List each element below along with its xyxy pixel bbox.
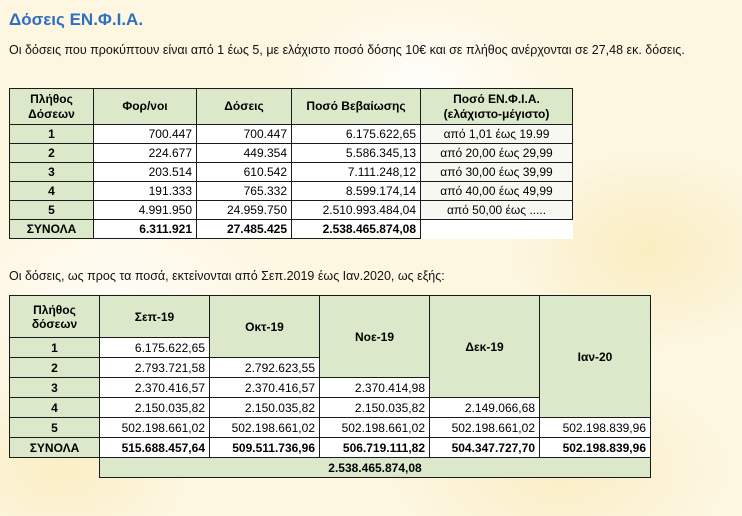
amount-cell: 6.175.622,65 xyxy=(292,125,421,144)
header-taxpayers: Φορ/νοι xyxy=(94,89,197,125)
table-row xyxy=(10,163,573,182)
amount-cell: 8.599.174,14 xyxy=(292,182,421,201)
taxpayers-cell: 700.447 xyxy=(94,125,197,144)
empty-cell xyxy=(10,458,100,478)
installments-cell: 765.332 xyxy=(197,182,292,201)
amount-cell: 502.198.839,96 xyxy=(540,418,651,438)
intro-paragraph: Οι δόσεις που προκύπτουν είναι από 1 έως 5, με ελάχιστο ποσό δόσης 10€ και σε πλήθος ανέρχονται σε 27,48 εκ. δόσεις. xyxy=(9,43,685,57)
empty-cell xyxy=(421,220,573,239)
row-label: 4 xyxy=(10,182,94,201)
range-cell: από 50,00 έως ..... xyxy=(421,201,573,220)
taxpayers-cell: 4.991.950 xyxy=(94,201,197,220)
grand-total-row xyxy=(10,458,651,478)
table-header-row xyxy=(10,89,573,125)
installments-cell: 24.959.750 xyxy=(197,201,292,220)
amount-cell: 502.198.661,02 xyxy=(320,418,430,438)
row-label: 4 xyxy=(10,398,100,418)
amount-cell: 2.793.721,58 xyxy=(100,358,210,378)
amount-cell: 2.150.035,82 xyxy=(210,398,320,418)
taxpayers-cell: 203.514 xyxy=(94,163,197,182)
installments-cell: 449.354 xyxy=(197,144,292,163)
range-cell: από 40,00 έως 49,99 xyxy=(421,182,573,201)
installments-cell: 700.447 xyxy=(197,125,292,144)
amount-cell: 502.198.661,02 xyxy=(430,418,540,438)
row-label: 2 xyxy=(10,358,100,378)
totals-label: ΣΥΝΟΛΑ xyxy=(10,438,100,458)
row-label: 5 xyxy=(10,418,100,438)
table-row xyxy=(10,201,573,220)
amount-cell: 2.370.416,57 xyxy=(210,378,320,398)
range-cell: από 1,01 έως 19.99 xyxy=(421,125,573,144)
schedule-paragraph: Οι δόσεις, ως προς τα ποσά, εκτείνονται από Σεπ.2019 έως Ιαν.2020, ως εξής: xyxy=(9,269,445,283)
header-month-nov19: Νοε-19 xyxy=(320,296,430,378)
amount-cell: 2.510.993.484,04 xyxy=(292,201,421,220)
page-title: Δόσεις ΕΝ.Φ.Ι.Α. xyxy=(9,10,144,29)
header-installments: Δόσεις xyxy=(197,89,292,125)
amount-cell: 2.370.414,98 xyxy=(320,378,430,398)
amount-cell: 2.150.035,82 xyxy=(100,398,210,418)
amount-cell: 2.150.035,82 xyxy=(320,398,430,418)
table-row xyxy=(10,296,651,338)
header-month-sep19: Σεπ-19 xyxy=(100,296,210,338)
month-total: 509.511.736,96 xyxy=(210,438,320,458)
amount-cell: 7.111.248,12 xyxy=(292,163,421,182)
totals-label: ΣΥΝΟΛΑ xyxy=(10,220,94,239)
table-row xyxy=(10,125,573,144)
row-label: 2 xyxy=(10,144,94,163)
table-row xyxy=(10,144,573,163)
table-row xyxy=(10,418,651,438)
range-cell: από 30,00 έως 39,99 xyxy=(421,163,573,182)
row-label: 3 xyxy=(10,163,94,182)
monthly-schedule-table xyxy=(9,295,651,478)
header-month-oct19: Οκτ-19 xyxy=(210,296,320,358)
month-total: 502.198.839,96 xyxy=(540,438,651,458)
amount-cell: 5.586.345,13 xyxy=(292,144,421,163)
amount-cell: 2.149.066,68 xyxy=(430,398,540,418)
taxpayers-total: 6.311.921 xyxy=(94,220,197,239)
row-label: 5 xyxy=(10,201,94,220)
month-total: 515.688.457,64 xyxy=(100,438,210,458)
header-enfia-range: Ποσό ΕΝ.Φ.Ι.Α. (ελάχιστο-μέγιστο) xyxy=(421,89,573,125)
amount-total: 2.538.465.874,08 xyxy=(292,220,421,239)
installments-total: 27.485.425 xyxy=(197,220,292,239)
header-month-dec19: Δεκ-19 xyxy=(430,296,540,398)
table-row xyxy=(10,182,573,201)
installments-cell: 610.542 xyxy=(197,163,292,182)
header-installments-count: Πλήθος δόσεων xyxy=(10,296,100,338)
row-label: 1 xyxy=(10,338,100,358)
header-assessed-amount: Ποσό Βεβαίωσης xyxy=(292,89,421,125)
installments-table xyxy=(9,88,573,239)
amount-cell: 2.370.416,57 xyxy=(100,378,210,398)
header-installments-count: Πλήθος Δόσεων xyxy=(10,89,94,125)
totals-row xyxy=(10,220,573,239)
month-total: 506.719.111,82 xyxy=(320,438,430,458)
month-total: 504.347.727,70 xyxy=(430,438,540,458)
amount-cell: 502.198.661,02 xyxy=(100,418,210,438)
totals-row xyxy=(10,438,651,458)
amount-cell: 502.198.661,02 xyxy=(210,418,320,438)
amount-cell: 2.792.623,55 xyxy=(210,358,320,378)
header-month-jan20: Ιαν-20 xyxy=(540,296,651,418)
taxpayers-cell: 224.677 xyxy=(94,144,197,163)
grand-total: 2.538.465.874,08 xyxy=(100,458,651,478)
range-cell: από 20,00 έως 29,99 xyxy=(421,144,573,163)
taxpayers-cell: 191.333 xyxy=(94,182,197,201)
row-label: 3 xyxy=(10,378,100,398)
amount-cell: 6.175.622,65 xyxy=(100,338,210,358)
row-label: 1 xyxy=(10,125,94,144)
